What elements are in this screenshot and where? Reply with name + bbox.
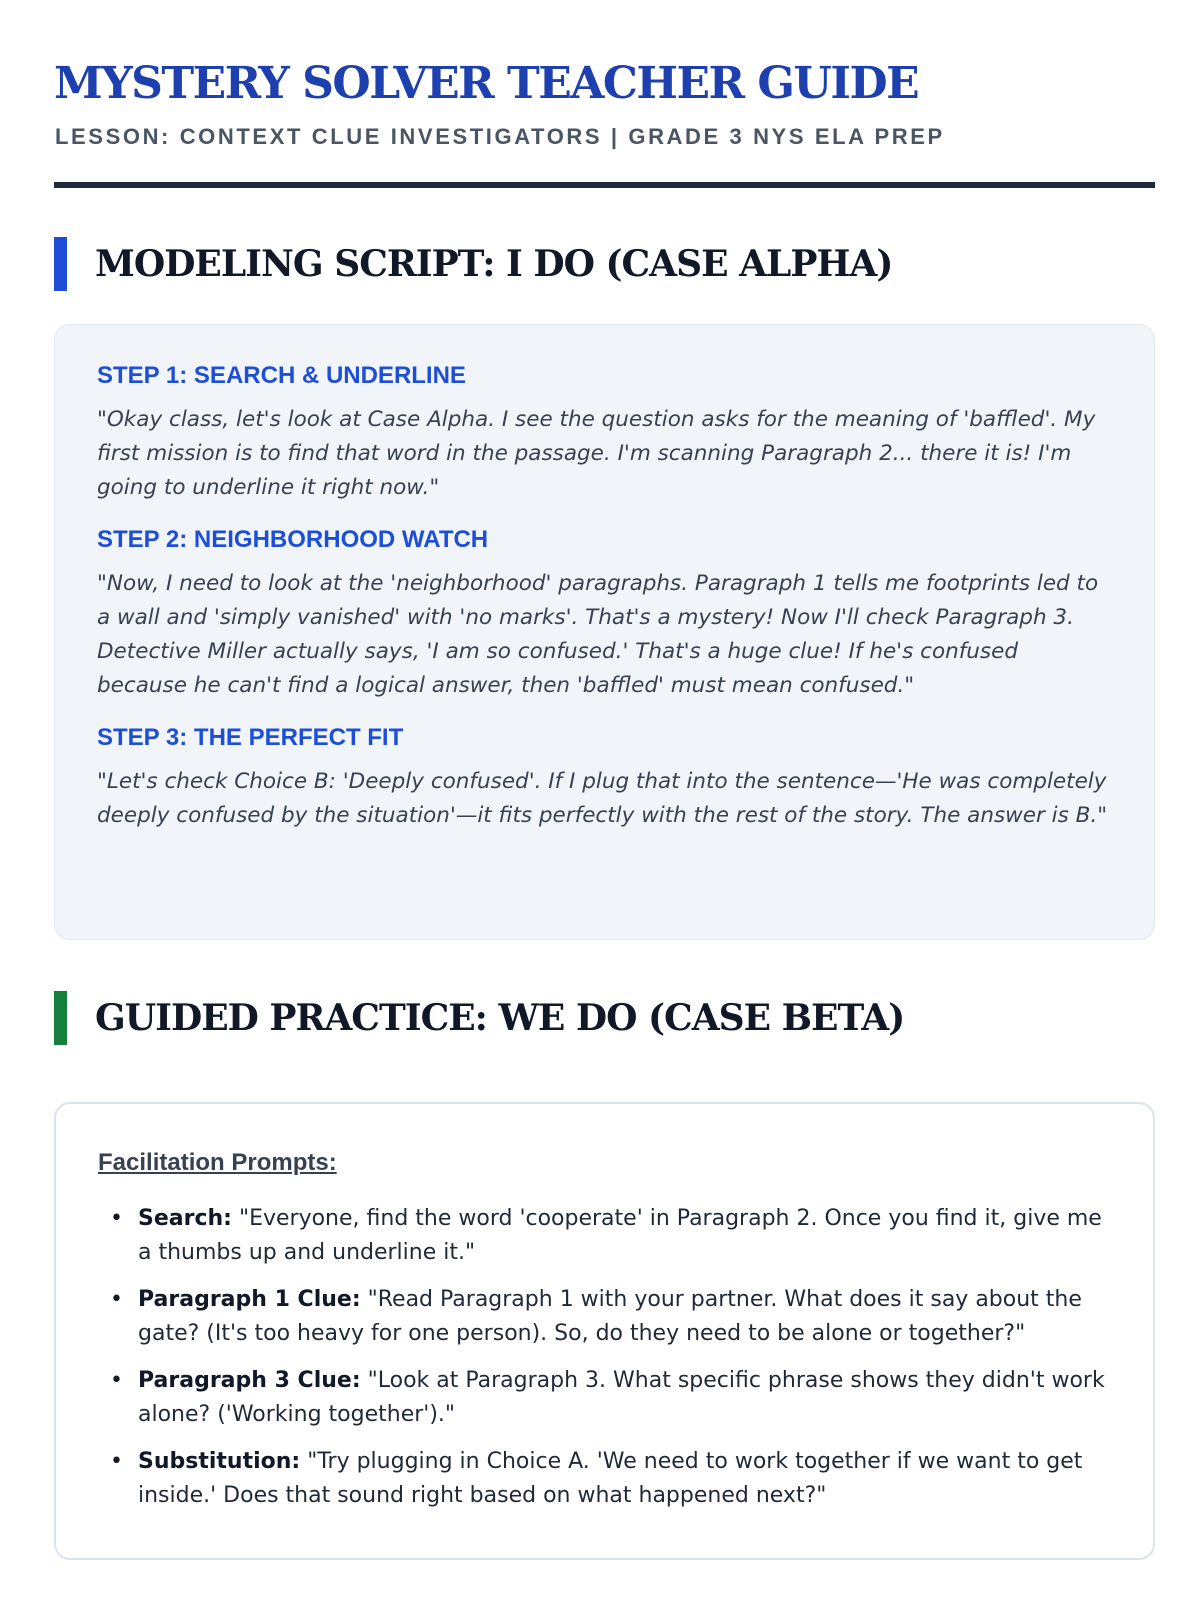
guided-practice-card: [54, 1102, 1155, 1560]
prompt-label: Paragraph 3 Clue:: [138, 1368, 361, 1393]
step-3-script: "Let's check Choice B: 'Deeply confused'. If I plug that into the sentence—'He was completely deeply confused by the situation'—it fits perfectly with the rest of the story. The answer is B.": [97, 769, 1108, 828]
prompt-text: "Read Paragraph 1 with your partner. What does it say about the gate? (It's too heavy for one person). So, do they need to be alone or together?": [138, 1287, 1082, 1346]
header-divider: [54, 182, 1155, 188]
facilitation-prompts-title: Facilitation Prompts:: [98, 1149, 337, 1176]
step-3-title: STEP 3: THE PERFECT FIT: [97, 724, 404, 751]
prompt-label: Search:: [138, 1206, 232, 1231]
step-1-script: "Okay class, let's look at Case Alpha. I see the question asks for the meaning of 'baffled'. My first mission is to find that word in the passage. I'm scanning Paragraph 2... there it is! I'm going to underline it right now.": [97, 407, 1096, 500]
modeling-script-card: [54, 324, 1155, 940]
prompt-label: Substitution:: [138, 1449, 301, 1474]
modeling-section-title: MODELING SCRIPT: I DO (CASE ALPHA): [95, 243, 893, 285]
guided-accent-bar: [54, 991, 67, 1045]
prompt-substitution: [138, 1445, 1113, 1513]
page-title: MYSTERY SOLVER TEACHER GUIDE: [54, 58, 919, 109]
facilitation-prompt-list: [98, 1202, 1113, 1513]
prompt-search: [138, 1202, 1113, 1270]
modeling-section-header: [54, 236, 892, 292]
step-1-title: STEP 1: SEARCH & UNDERLINE: [97, 362, 466, 389]
guided-section-header: [54, 990, 904, 1046]
modeling-accent-bar: [54, 237, 67, 291]
prompt-text: "Everyone, find the word 'cooperate' in Paragraph 2. Once you find it, give me a thumbs up and underline it.": [138, 1206, 1102, 1265]
lesson-subtitle: LESSON: CONTEXT CLUE INVESTIGATORS | GRADE 3 NYS ELA PREP: [55, 124, 945, 149]
prompt-text: "Look at Paragraph 3. What specific phrase shows they didn't work alone? ('Working together').": [138, 1368, 1105, 1427]
prompt-text: "Try plugging in Choice A. 'We need to work together if we want to get inside.' Does that sound right based on what happened next?": [138, 1449, 1083, 1508]
prompt-paragraph-3-clue: [138, 1364, 1113, 1432]
guided-section-title: GUIDED PRACTICE: WE DO (CASE BETA): [95, 997, 905, 1039]
step-2-script: "Now, I need to look at the 'neighborhood' paragraphs. Paragraph 1 tells me footprints led to a wall and 'simply vanished' with 'no marks'. That's a mystery! Now I'll check Paragraph 3. Detective Miller actually says, 'I am so confused.' That's a huge clue! If he's confused because he can't find a logical answer, then 'baffled' must mean confused.": [97, 571, 1099, 698]
step-2-title: STEP 2: NEIGHBORHOOD WATCH: [97, 526, 489, 553]
prompt-paragraph-1-clue: [138, 1283, 1113, 1351]
prompt-label: Paragraph 1 Clue:: [138, 1287, 361, 1312]
